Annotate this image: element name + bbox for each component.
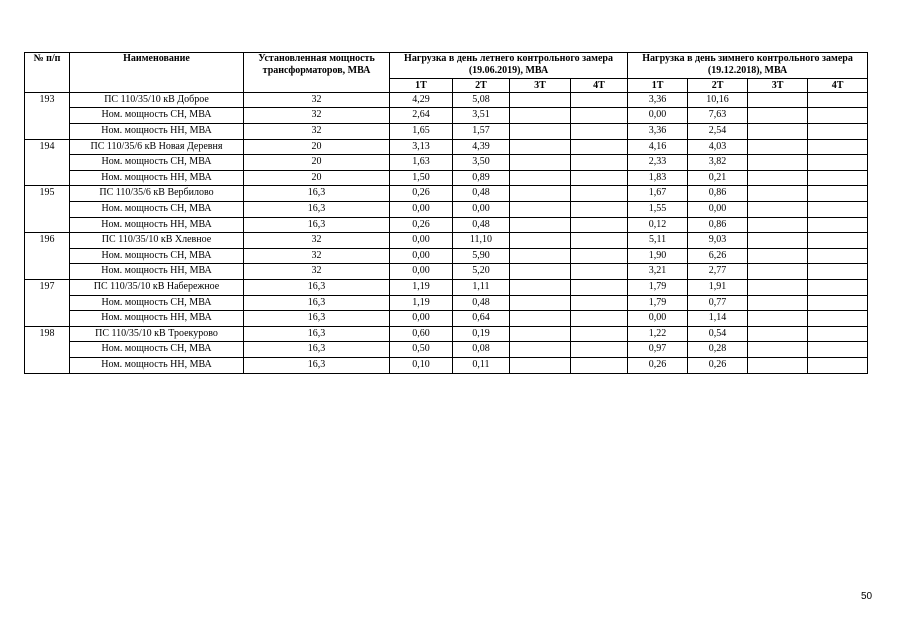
subheader-cell: 3Т [748, 78, 808, 92]
summer-cell [510, 217, 571, 233]
summer-cell: 0,10 [390, 357, 453, 373]
winter-cell: 1,14 [688, 311, 748, 327]
summer-cell: 0,00 [390, 248, 453, 264]
summer-cell: 0,19 [453, 326, 510, 342]
winter-cell: 3,21 [628, 264, 688, 280]
winter-cell: 0,28 [688, 342, 748, 358]
table-row [25, 155, 868, 171]
header-capacity: Установленная мощность трансформаторов, МВА [244, 53, 390, 93]
summer-cell [571, 186, 628, 202]
winter-cell [748, 326, 808, 342]
capacity-cell: 32 [244, 264, 390, 280]
summer-cell: 1,19 [390, 295, 453, 311]
summer-cell: 2,64 [390, 108, 453, 124]
summer-cell [510, 326, 571, 342]
capacity-cell: 16,3 [244, 311, 390, 327]
row-number: 197 [25, 279, 70, 326]
summer-cell: 11,10 [453, 233, 510, 249]
winter-cell: 6,26 [688, 248, 748, 264]
winter-cell: 0,86 [688, 186, 748, 202]
summer-cell: 4,29 [390, 92, 453, 108]
subheader-cell: 1Т [390, 78, 453, 92]
winter-cell: 0,86 [688, 217, 748, 233]
winter-cell [748, 217, 808, 233]
winter-cell: 2,54 [688, 124, 748, 140]
summer-cell [510, 108, 571, 124]
winter-cell [748, 233, 808, 249]
summer-cell [571, 124, 628, 140]
row-name: Ном. мощность СН, МВА [70, 248, 244, 264]
subheader-cell: 3Т [510, 78, 571, 92]
row-name: Ном. мощность СН, МВА [70, 201, 244, 217]
summer-cell: 0,50 [390, 342, 453, 358]
winter-cell: 4,03 [688, 139, 748, 155]
summer-cell [510, 311, 571, 327]
winter-cell: 0,00 [628, 108, 688, 124]
summer-cell: 0,00 [390, 233, 453, 249]
summer-cell [571, 264, 628, 280]
summer-cell [510, 264, 571, 280]
capacity-cell: 32 [244, 124, 390, 140]
capacity-cell: 32 [244, 233, 390, 249]
summer-cell: 3,13 [390, 139, 453, 155]
winter-cell [748, 155, 808, 171]
summer-cell [510, 201, 571, 217]
summer-cell: 1,19 [390, 279, 453, 295]
summer-cell: 3,50 [453, 155, 510, 171]
summer-cell: 4,39 [453, 139, 510, 155]
winter-cell: 1,83 [628, 170, 688, 186]
summer-cell [571, 342, 628, 358]
capacity-cell: 16,3 [244, 201, 390, 217]
table-row [25, 92, 868, 108]
winter-cell [748, 295, 808, 311]
row-name: ПС 110/35/6 кВ Новая Деревня [70, 139, 244, 155]
page-number: 50 [861, 591, 873, 602]
substation-group [25, 279, 868, 326]
capacity-cell: 16,3 [244, 279, 390, 295]
summer-cell: 0,48 [453, 217, 510, 233]
winter-cell [808, 139, 868, 155]
header-winter: Нагрузка в день зимнего контрольного замера (19.12.2018), МВА [628, 53, 868, 79]
winter-cell [808, 170, 868, 186]
row-name: ПС 110/35/10 кВ Доброе [70, 92, 244, 108]
substation-group [25, 139, 868, 186]
summer-cell [571, 170, 628, 186]
summer-cell: 0,48 [453, 295, 510, 311]
winter-cell: 5,11 [628, 233, 688, 249]
summer-cell: 0,26 [390, 217, 453, 233]
substation-group [25, 186, 868, 233]
summer-cell [510, 357, 571, 373]
row-name: Ном. мощность НН, МВА [70, 357, 244, 373]
load-table [24, 52, 868, 374]
winter-cell: 9,03 [688, 233, 748, 249]
table-row [25, 108, 868, 124]
table-row [25, 279, 868, 295]
capacity-cell: 16,3 [244, 357, 390, 373]
subheader-cell: 2Т [688, 78, 748, 92]
summer-cell: 0,60 [390, 326, 453, 342]
row-number: 198 [25, 326, 70, 373]
capacity-cell: 16,3 [244, 295, 390, 311]
summer-cell: 0,11 [453, 357, 510, 373]
winter-cell [748, 357, 808, 373]
winter-cell [808, 217, 868, 233]
winter-cell: 1,79 [628, 295, 688, 311]
summer-cell [510, 170, 571, 186]
row-name: Ном. мощность НН, МВА [70, 264, 244, 280]
winter-cell [808, 264, 868, 280]
summer-cell [571, 201, 628, 217]
winter-cell: 7,63 [688, 108, 748, 124]
row-name: ПС 110/35/10 кВ Хлевное [70, 233, 244, 249]
summer-cell [571, 311, 628, 327]
capacity-cell: 32 [244, 248, 390, 264]
substation-group [25, 326, 868, 373]
winter-cell [748, 201, 808, 217]
winter-cell: 1,67 [628, 186, 688, 202]
summer-cell: 1,11 [453, 279, 510, 295]
capacity-cell: 16,3 [244, 186, 390, 202]
table-row [25, 217, 868, 233]
winter-cell: 4,16 [628, 139, 688, 155]
winter-cell: 0,26 [628, 357, 688, 373]
capacity-cell: 32 [244, 92, 390, 108]
summer-cell: 0,26 [390, 186, 453, 202]
summer-cell: 0,00 [453, 201, 510, 217]
summer-cell [571, 248, 628, 264]
capacity-cell: 20 [244, 155, 390, 171]
table-row [25, 170, 868, 186]
table-row [25, 311, 868, 327]
header-name: Наименование [70, 53, 244, 93]
capacity-cell: 16,3 [244, 217, 390, 233]
header-num: № п/п [25, 53, 70, 93]
row-name: ПС 110/35/10 кВ Троекурово [70, 326, 244, 342]
winter-cell: 3,36 [628, 92, 688, 108]
summer-cell [510, 124, 571, 140]
substation-group [25, 92, 868, 139]
row-name: ПС 110/35/10 кВ Набережное [70, 279, 244, 295]
summer-cell [571, 108, 628, 124]
table-row [25, 186, 868, 202]
winter-cell [748, 311, 808, 327]
winter-cell: 0,00 [628, 311, 688, 327]
table-row [25, 201, 868, 217]
winter-cell [808, 342, 868, 358]
winter-cell [808, 108, 868, 124]
winter-cell: 0,26 [688, 357, 748, 373]
winter-cell: 0,77 [688, 295, 748, 311]
table-row [25, 124, 868, 140]
winter-cell [748, 248, 808, 264]
summer-cell [510, 342, 571, 358]
winter-cell [808, 279, 868, 295]
table-row [25, 326, 868, 342]
summer-cell: 0,64 [453, 311, 510, 327]
winter-cell [808, 233, 868, 249]
winter-cell [748, 186, 808, 202]
summer-cell: 0,00 [390, 311, 453, 327]
summer-cell [510, 139, 571, 155]
winter-cell [748, 124, 808, 140]
summer-cell [571, 295, 628, 311]
row-name: Ном. мощность НН, МВА [70, 311, 244, 327]
summer-cell [510, 155, 571, 171]
summer-cell: 1,63 [390, 155, 453, 171]
winter-cell: 0,54 [688, 326, 748, 342]
summer-cell: 0,89 [453, 170, 510, 186]
summer-cell [510, 92, 571, 108]
winter-cell [748, 139, 808, 155]
row-name: Ном. мощность СН, МВА [70, 295, 244, 311]
capacity-cell: 20 [244, 170, 390, 186]
summer-cell [510, 186, 571, 202]
header-row [25, 53, 868, 79]
summer-cell [571, 233, 628, 249]
table-row [25, 295, 868, 311]
winter-cell: 2,33 [628, 155, 688, 171]
table-row [25, 139, 868, 155]
substation-group [25, 233, 868, 280]
winter-cell: 1,79 [628, 279, 688, 295]
winter-cell: 0,97 [628, 342, 688, 358]
summer-cell [510, 233, 571, 249]
row-name: Ном. мощность СН, МВА [70, 155, 244, 171]
winter-cell [808, 201, 868, 217]
capacity-cell: 16,3 [244, 342, 390, 358]
summer-cell: 0,08 [453, 342, 510, 358]
subheader-cell: 4Т [808, 78, 868, 92]
winter-cell: 10,16 [688, 92, 748, 108]
winter-cell [748, 108, 808, 124]
winter-cell [748, 92, 808, 108]
winter-cell [808, 186, 868, 202]
row-name: Ном. мощность НН, МВА [70, 217, 244, 233]
row-name: Ном. мощность НН, МВА [70, 124, 244, 140]
winter-cell [808, 248, 868, 264]
summer-cell [571, 155, 628, 171]
row-number: 196 [25, 233, 70, 280]
winter-cell [808, 311, 868, 327]
capacity-cell: 32 [244, 108, 390, 124]
summer-cell: 5,20 [453, 264, 510, 280]
summer-cell [571, 279, 628, 295]
winter-cell [748, 264, 808, 280]
row-number: 195 [25, 186, 70, 233]
row-number: 194 [25, 139, 70, 186]
winter-cell: 3,36 [628, 124, 688, 140]
summer-cell [571, 139, 628, 155]
table-row [25, 342, 868, 358]
header-summer: Нагрузка в день летнего контрольного замера (19.06.2019), МВА [390, 53, 628, 79]
winter-cell: 0,00 [688, 201, 748, 217]
subheader-cell: 2Т [453, 78, 510, 92]
summer-cell: 0,00 [390, 201, 453, 217]
winter-cell [748, 170, 808, 186]
winter-cell [808, 326, 868, 342]
winter-cell [748, 279, 808, 295]
table-row [25, 264, 868, 280]
summer-cell [510, 248, 571, 264]
winter-cell [808, 92, 868, 108]
row-name: Ном. мощность СН, МВА [70, 342, 244, 358]
summer-cell: 3,51 [453, 108, 510, 124]
winter-cell [808, 155, 868, 171]
table-row [25, 357, 868, 373]
table-row [25, 233, 868, 249]
summer-cell: 0,48 [453, 186, 510, 202]
subheader-cell: 1Т [628, 78, 688, 92]
table-row [25, 248, 868, 264]
summer-cell: 1,50 [390, 170, 453, 186]
winter-cell: 3,82 [688, 155, 748, 171]
summer-cell: 1,65 [390, 124, 453, 140]
winter-cell: 1,22 [628, 326, 688, 342]
summer-cell [571, 357, 628, 373]
winter-cell [808, 357, 868, 373]
winter-cell: 2,77 [688, 264, 748, 280]
winter-cell: 0,12 [628, 217, 688, 233]
row-name: ПС 110/35/6 кВ Вербилово [70, 186, 244, 202]
summer-cell [510, 279, 571, 295]
winter-cell: 1,55 [628, 201, 688, 217]
capacity-cell: 20 [244, 139, 390, 155]
capacity-cell: 16,3 [244, 326, 390, 342]
summer-cell [571, 217, 628, 233]
winter-cell: 1,91 [688, 279, 748, 295]
subheader-cell: 4Т [571, 78, 628, 92]
winter-cell [808, 295, 868, 311]
summer-cell [510, 295, 571, 311]
row-name: Ном. мощность СН, МВА [70, 108, 244, 124]
summer-cell [571, 326, 628, 342]
winter-cell: 1,90 [628, 248, 688, 264]
summer-cell: 0,00 [390, 264, 453, 280]
row-number: 193 [25, 92, 70, 139]
winter-cell [748, 342, 808, 358]
summer-cell [571, 92, 628, 108]
summer-cell: 1,57 [453, 124, 510, 140]
winter-cell [808, 124, 868, 140]
summer-cell: 5,90 [453, 248, 510, 264]
row-name: Ном. мощность НН, МВА [70, 170, 244, 186]
summer-cell: 5,08 [453, 92, 510, 108]
winter-cell: 0,21 [688, 170, 748, 186]
